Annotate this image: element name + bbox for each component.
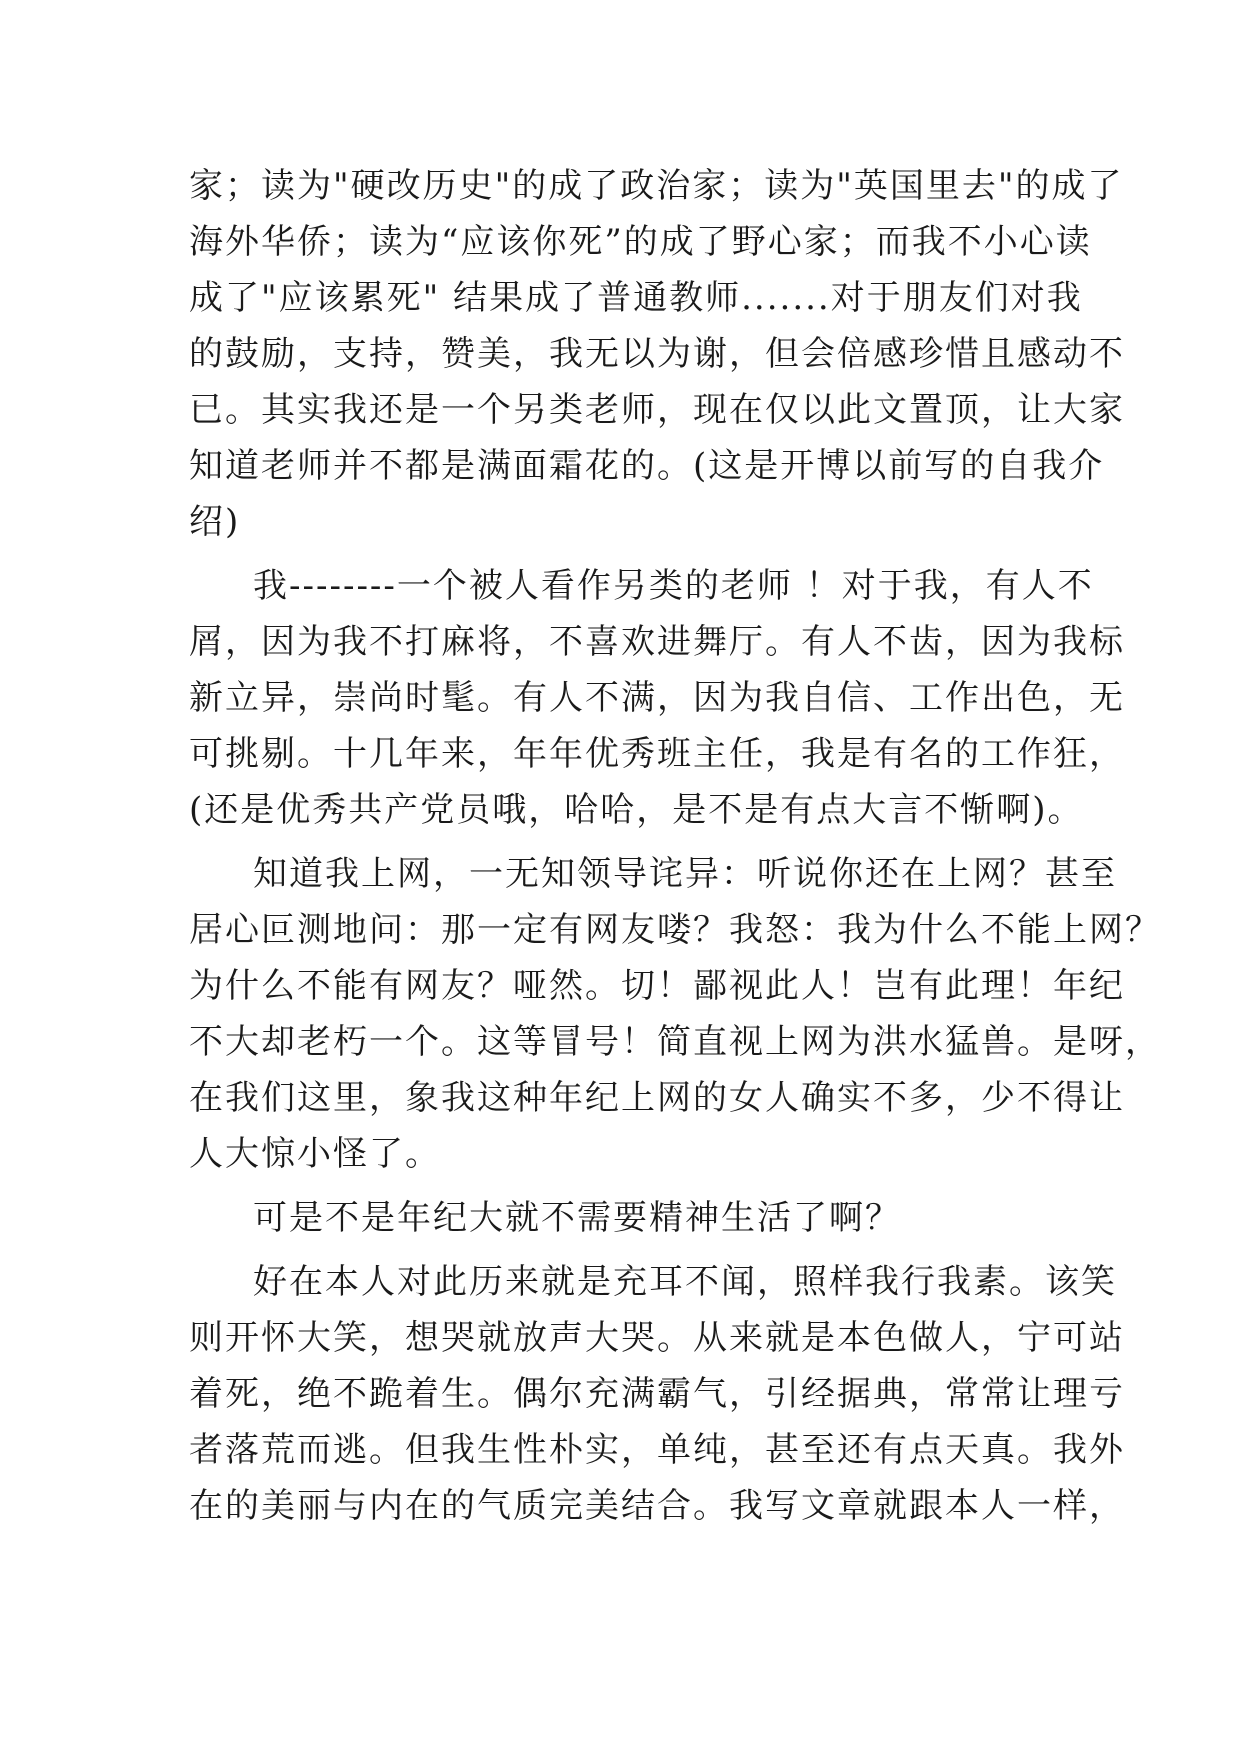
paragraph-internet: [189, 846, 1161, 1182]
text-line: 人大惊小怪了。: [189, 1134, 441, 1174]
text-line: 新立异，崇尚时髦。有人不满，因为我自信、工作出色，无: [189, 678, 1125, 718]
text-line: (还是优秀共产党员哦，哈哈，是不是有点大言不惭啊)。: [189, 790, 1084, 830]
text-line: 海外华侨；读为“应该你死”的成了野心家；而我不小心读: [189, 222, 1092, 262]
text-line: 家；读为"硬改历史"的成了政治家；读为"英国里去"的成了: [189, 166, 1124, 206]
document-body: [189, 158, 1161, 1534]
paragraph-question: [189, 1190, 1049, 1246]
text-line: 可是不是年纪大就不需要精神生活了啊？: [253, 1198, 901, 1238]
text-line: 绍): [189, 502, 241, 542]
text-line: 成了"应该累死" 结果成了普通教师.......对于朋友们对我: [189, 278, 1083, 318]
text-line: 可挑剔。十几年来，年年优秀班主任，我是有名的工作狂，: [189, 734, 1125, 774]
text-line: 者落荒而逃。但我生性朴实，单纯，甚至还有点天真。我外: [189, 1430, 1125, 1470]
text-line: 则开怀大笑，想哭就放声大哭。从来就是本色做人，宁可站: [189, 1318, 1125, 1358]
text-line: 不大却老朽一个。这等冒号！简直视上网为洪水猛兽。是呀，: [189, 1022, 1161, 1062]
text-line: 屑，因为我不打麻将，不喜欢进舞厅。有人不齿，因为我标: [189, 622, 1125, 662]
text-line: 好在本人对此历来就是充耳不闻，照样我行我素。该笑: [253, 1262, 1117, 1302]
text-line: 为什么不能有网友？哑然。切！鄙视此人！岂有此理！年纪: [189, 966, 1125, 1006]
text-line: 的鼓励，支持，赞美，我无以为谢，但会倍感珍惜且感动不: [189, 334, 1125, 374]
text-line: 知道我上网，一无知领导诧异：听说你还在上网？甚至: [253, 854, 1117, 894]
paragraph-personality: [189, 1254, 1125, 1534]
text-line: 在的美丽与内在的气质完美结合。我写文章就跟本人一样，: [189, 1486, 1125, 1526]
text-line: 在我们这里，象我这种年纪上网的女人确实不多，少不得让: [189, 1078, 1125, 1118]
text-line: 着死，绝不跪着生。偶尔充满霸气，引经据典，常常让理亏: [189, 1374, 1125, 1414]
paragraph-intro-continuation: [189, 158, 1125, 550]
text-line: 知道老师并不都是满面霜花的。(这是开博以前写的自我介: [189, 446, 1105, 486]
text-line: 已。其实我还是一个另类老师，现在仅以此文置顶，让大家: [189, 390, 1125, 430]
paragraph-self-description: [189, 558, 1125, 838]
text-line: 我--------一个被人看作另类的老师 ！对于我，有人不: [253, 566, 1094, 606]
text-line: 居心叵测地问：那一定有网友喽？我怒：我为什么不能上网？: [189, 910, 1161, 950]
